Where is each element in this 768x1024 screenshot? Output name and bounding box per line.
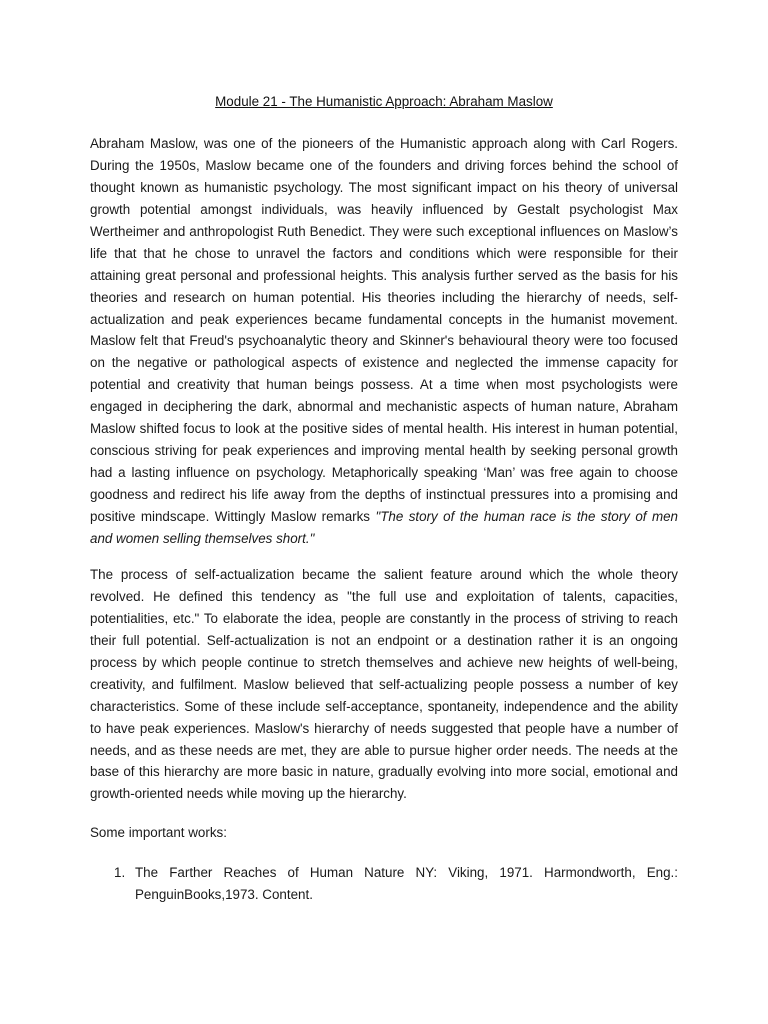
list-item-text: The Farther Reaches of Human Nature NY: Viking, 1971. Harmondworth, Eng.: PenguinBooks,1973. Content. — [135, 865, 678, 902]
works-heading: Some important works: — [90, 825, 227, 840]
paragraph-intro-body: Abraham Maslow, was one of the pioneers of the Humanistic approach along with Carl Rogers. During the 1950s, Maslow became one of the founders and driving forces behind the school of thought known as humanistic psychology. The most significant impact on his theory of universal growth potential amongst individuals, was heavily influenced by Gestalt psychologist Max Wertheimer and anthropologist Ruth Benedict. They were such exceptional influences on Maslow’s life that that he chose to unravel the factors and conditions which were responsible for their attaining great personal and professional heights. This analysis further served as the basis for his theories and research on human potential. His theories including the hierarchy of needs, self-actualization and peak experiences became fundamental concepts in the humanist movement. Maslow felt that Freud's psychoanalytic theory and Skinner's behavioural theory were too focused on the negative or pathological aspects of existence and neglected the immense capacity for potential and creativity that human beings possess. At a time when most psychologists were engaged in deciphering the dark, abnormal and mechanistic aspects of human nature, Abraham Maslow shifted focus to look at the positive sides of mental health. His interest in human potential, conscious striving for peak experiences and improving mental health by seeking personal growth had a lasting influence on psychology. Metaphorically speaking ‘Man’ was free again to choose goodness and redirect his life away from the depths of instinctual pressures into a promising and positive mindscape. Wittingly Maslow remarks — [90, 136, 678, 524]
maslow-quote: "The story of the human race is the story of men and women selling themselves short." — [90, 508, 678, 546]
works-list — [90, 862, 678, 906]
page-title: Module 21 - The Humanistic Approach: Abraham Maslow — [215, 94, 553, 109]
paragraph-self-actualization: The process of self-actualization became the salient feature around which the whole theory revolved. He defined this tendency as "the full use and exploitation of talents, capacities, potentialities, etc." To elaborate the idea, people are constantly in the process of striving to reach their full potential. Self-actualization is not an endpoint or a destination rather it is an ongoing process by which people continue to stretch themselves and achieve new heights of well-being, creativity, and fulfilment. Maslow believed that self-actualizing people possess a number of key characteristics. Some of these include self-acceptance, spontaneity, independence and the ability to have peak experiences. Maslow's hierarchy of needs suggested that people have a number of needs, and as these needs are met, they are able to pursue higher order needs. The needs at the base of this hierarchy are more basic in nature, gradually evolving into more social, emotional and growth-oriented needs while moving up the hierarchy. — [90, 567, 678, 802]
paragraph-intro — [90, 133, 678, 550]
list-item-number: 1. — [114, 865, 126, 880]
list-item — [90, 862, 678, 906]
